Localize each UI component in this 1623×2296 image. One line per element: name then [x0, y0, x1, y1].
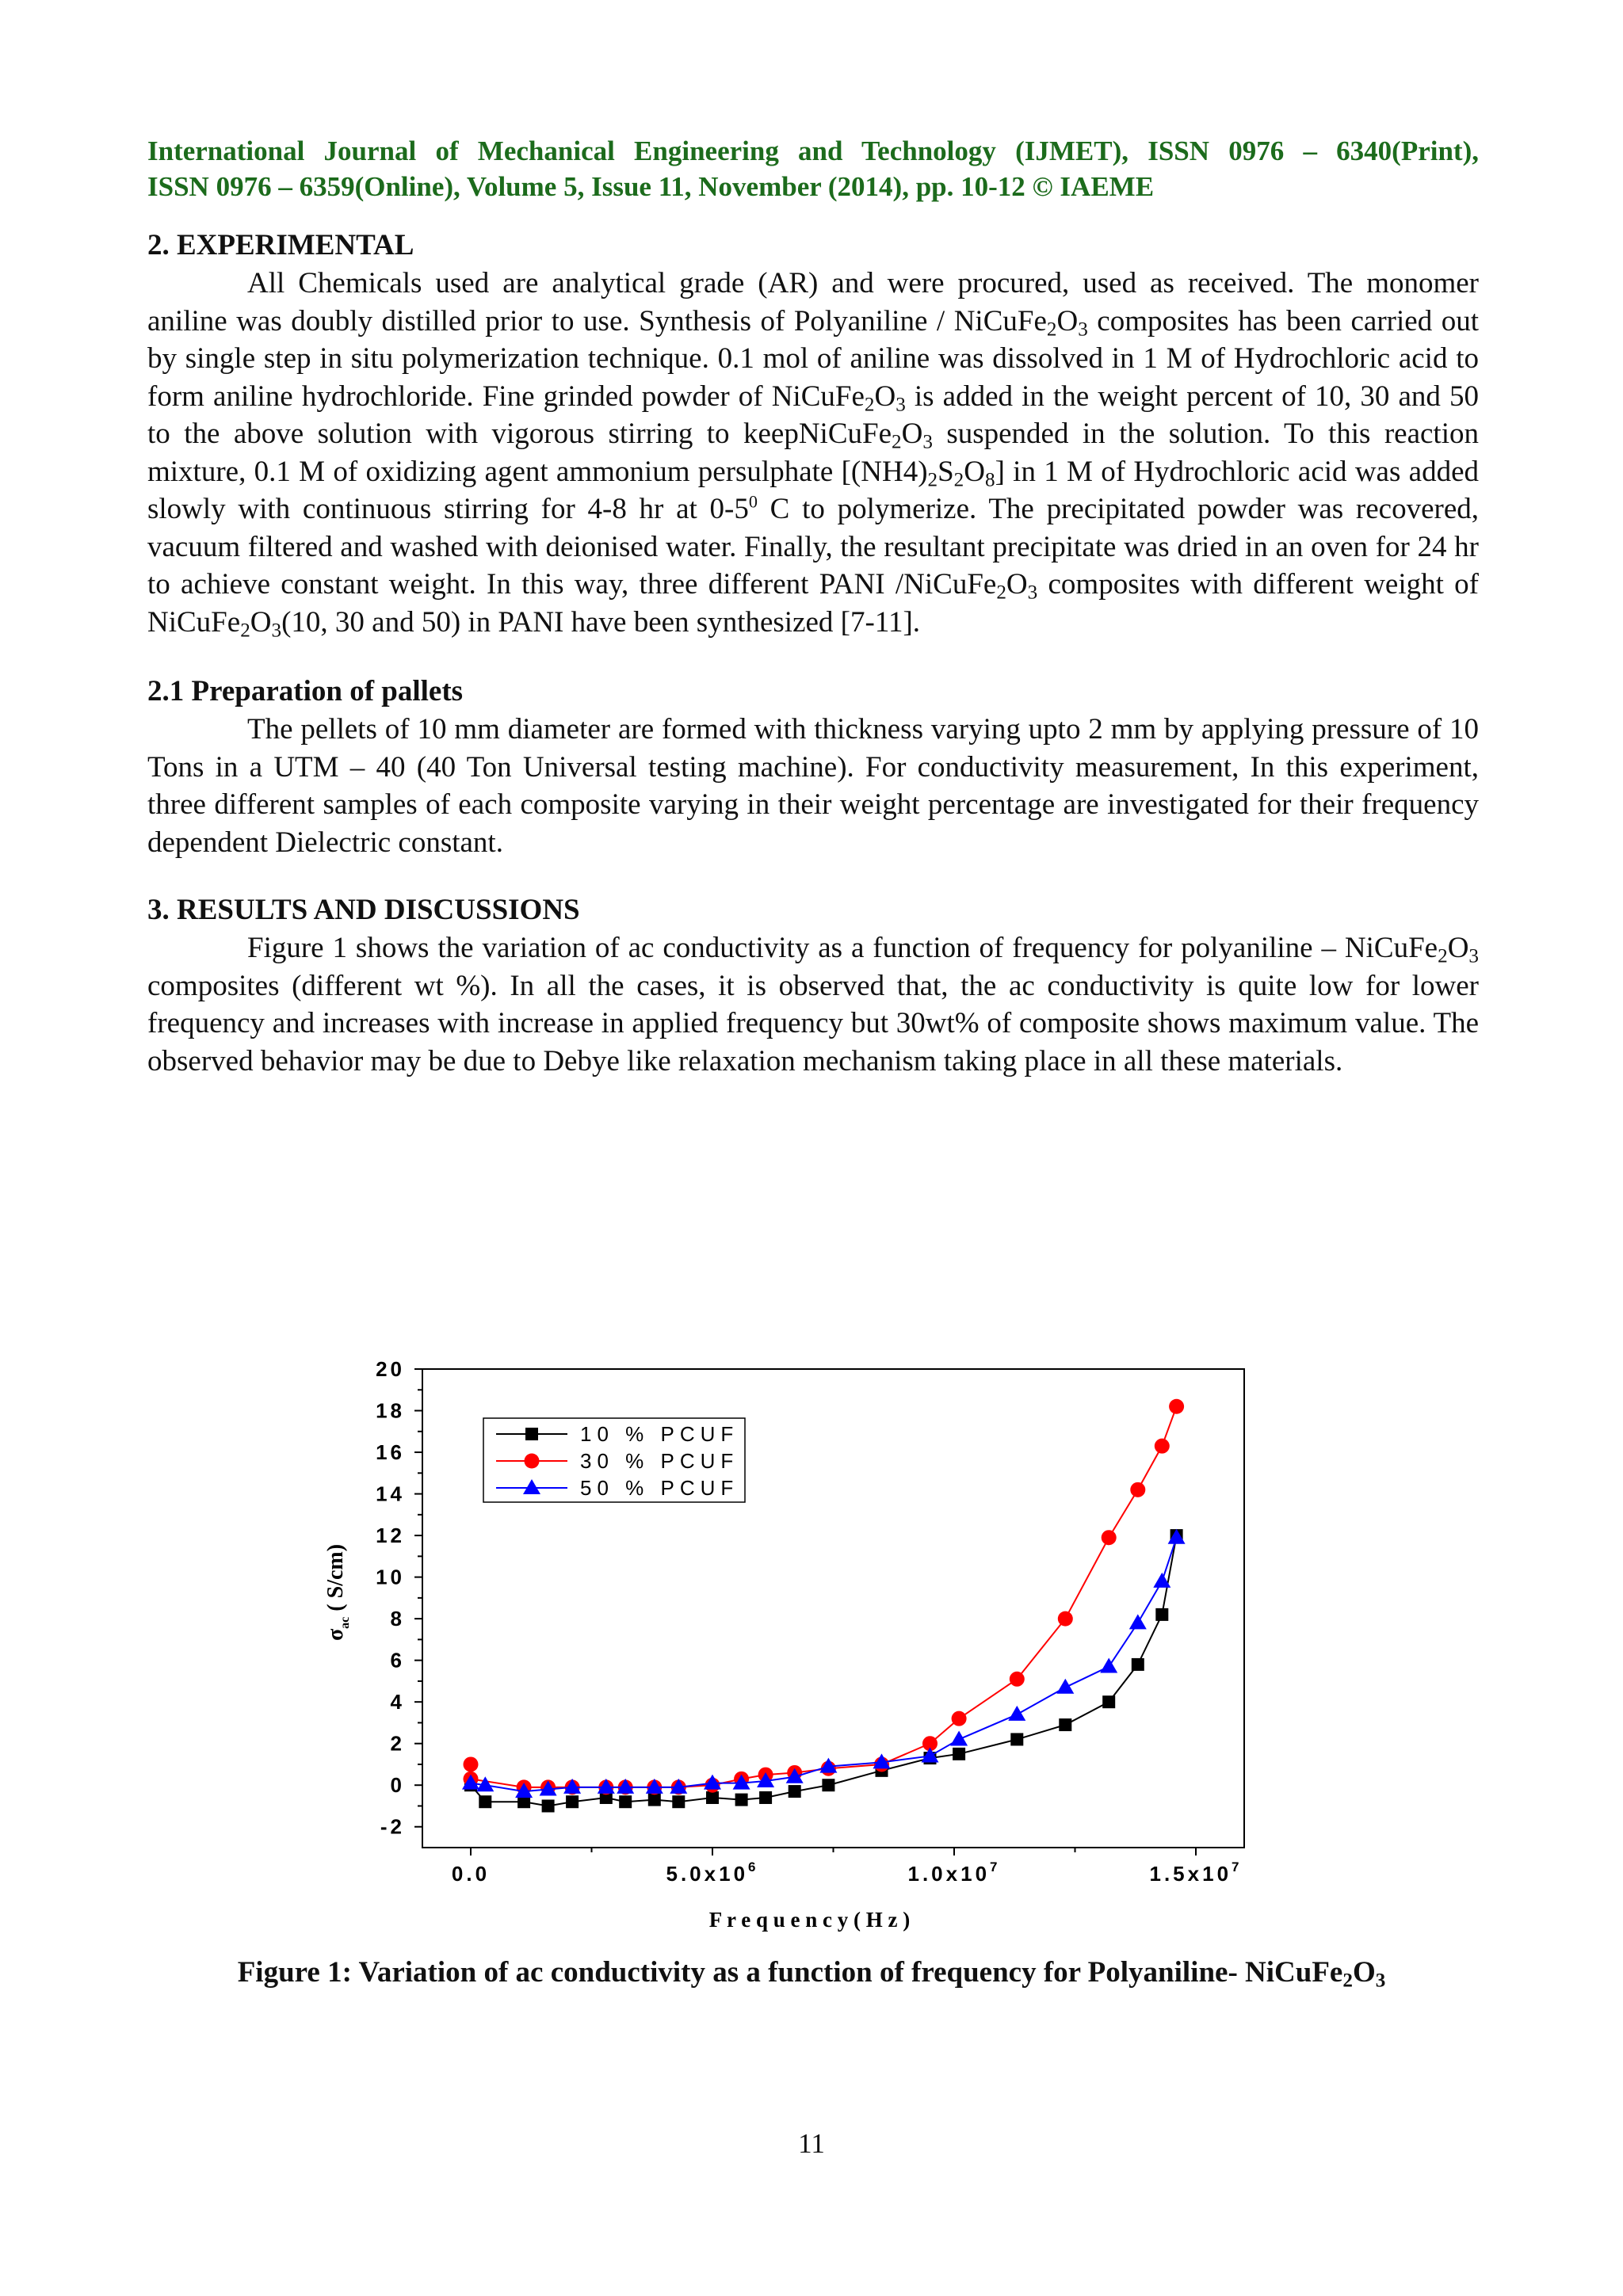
results-paragraph: Figure 1 shows the variation of ac conductivity as a function of frequency for polyaniline – $NiCuFe_2O_3$ composites (different wt %). In all the cases, it is observed that, the ac conductivity is quite low for lower frequency and increases with increase in applied frequency but 30wt% of composite shows maximum value. The observed behavior may be due to Debye like relaxation mechanism taking place in all these materials.	[147, 932, 1479, 1077]
data-point-series-1	[619, 1795, 632, 1808]
page-content	[147, 133, 1479, 1080]
y-tick-label: 8	[390, 1607, 405, 1631]
data-point-series-1	[759, 1791, 772, 1804]
data-point-series-1	[1155, 1608, 1168, 1621]
y-tick-label: 14	[376, 1482, 405, 1506]
data-point-series-1	[672, 1795, 685, 1808]
legend-marker	[525, 1454, 540, 1469]
data-point-series-1	[1132, 1658, 1144, 1671]
series-line-3	[471, 1538, 1177, 1791]
figure-caption: Figure 1: Variation of ac conductivity as a function of frequency for Polyaniline- $NiCuFe_2O_3$	[237, 1956, 1386, 1992]
y-tick-label: 2	[390, 1731, 405, 1756]
data-point-series-3	[1056, 1679, 1074, 1694]
x-tick-label: $1.0x10^7$	[907, 1859, 1001, 1886]
journal-header	[147, 133, 1479, 204]
data-point-series-1	[789, 1785, 801, 1798]
data-point-series-1	[735, 1794, 748, 1806]
data-point-series-1	[706, 1791, 719, 1804]
data-point-series-1	[1010, 1733, 1023, 1745]
y-tick-label: 18	[376, 1398, 405, 1423]
x-tick-label: 0.0	[451, 1862, 491, 1886]
data-point-series-1	[822, 1779, 834, 1791]
figure-1-chart	[325, 1351, 1260, 1953]
y-tick-label: 16	[376, 1440, 405, 1465]
data-point-series-2	[1155, 1439, 1170, 1454]
y-tick-label: 10	[376, 1565, 405, 1589]
legend-label: 30 % PCUF	[580, 1449, 739, 1473]
data-point-series-1	[1059, 1718, 1071, 1731]
data-point-series-3	[1100, 1658, 1117, 1673]
data-point-series-2	[1130, 1482, 1145, 1497]
section-title-preparation: 2.1 Preparation of pallets	[147, 675, 464, 707]
data-point-series-2	[1010, 1672, 1025, 1687]
data-point-series-2	[952, 1711, 967, 1726]
experimental-paragraph: All Chemicals used are analytical grade (AR) and were procured, used as received. The monomer aniline was doubly distilled prior to use. Synthesis of Polyaniline / $NiCuFe_2O_3$ composites has been carried out by single step in situ polymerization technique. 0.1 mol of aniline was dissolved in 1 M of Hydrochloric acid to form aniline hydrochloride. Fine grinded powder of $NiCuFe_2O_3$ is added in the weight percent of 10, 30 and 50 to the above solution with vigorous stirring to $keepNiCuFe_2O_3$ suspended in the solution. To this reaction mixture, 0.1 M of oxidizing agent ammonium persulphate $[(NH4)_2S_2O_8]$ in 1 M of Hydrochloric acid was added slowly with continuous stirring for 4-8 hr at $0-5^0$ C to polymerize. The precipitated powder was recovered, vacuum filtered and washed with deionised water. Finally, the resultant precipitate was dried in an oven for 24 hr to achieve constant weight. In this way, three different PANI $/NiCuFe_2O_3$ composites with different weight of $NiCuFe_2O_3(10$, 30 and 50) in PANI have been synthesized [7-11].	[147, 267, 1480, 641]
data-point-series-1	[479, 1795, 491, 1808]
y-tick-label: 0	[390, 1773, 405, 1798]
x-axis-label: F r e q u e n c y ( H z )	[708, 1908, 911, 1932]
header-line-2: ISSN 0976 – 6359(Online), Volume 5, Issue 11, November (2014), pp. 10-12 © IAEME	[147, 171, 1155, 202]
legend-label: 50 % PCUF	[580, 1476, 739, 1500]
x-tick-label: $5.0x10^6$	[666, 1859, 759, 1886]
section-title-results: 3. RESULTS AND DISCUSSIONS	[147, 894, 580, 926]
data-point-series-1	[542, 1799, 555, 1812]
chart-svg	[325, 1351, 1260, 1953]
data-point-series-2	[1058, 1611, 1073, 1627]
header-line-1: International Journal of Mechanical Engineering and Technology (IJMET), ISSN 0976 – 6340(Print),	[147, 135, 1479, 166]
preparation-paragraph: The pellets of 10 mm diameter are formed with thickness varying upto 2 mm by applying pressure of 10 Tons in a UTM – 40 (40 Ton Universal testing machine). For conductivity measurement, In this experiment, three different samples of each composite varying in their weight percentage are investigated for their frequency dependent Dielectric constant.	[147, 713, 1479, 859]
page-number: 11	[798, 2128, 825, 2159]
y-tick-label: 12	[376, 1524, 405, 1548]
data-point-series-2	[464, 1756, 479, 1772]
legend-marker	[525, 1428, 538, 1440]
data-point-series-2	[1102, 1530, 1117, 1545]
data-point-series-1	[953, 1748, 965, 1760]
data-point-series-3	[1129, 1614, 1147, 1629]
y-axis-label: $\sigma_{ac}$ ( S/cm)	[325, 1543, 352, 1642]
y-tick-label: -2	[380, 1814, 405, 1839]
data-point-series-3	[1008, 1706, 1025, 1721]
data-point-series-3	[950, 1730, 968, 1745]
y-tick-label: 20	[376, 1357, 405, 1381]
data-point-series-1	[1102, 1695, 1115, 1708]
section-title-experimental: 2. EXPERIMENTAL	[147, 229, 414, 261]
y-tick-label: 6	[390, 1648, 405, 1672]
x-tick-label: $1.5x10^7$	[1149, 1859, 1243, 1886]
data-point-series-2	[1169, 1399, 1184, 1414]
legend-label: 10 % PCUF	[580, 1422, 739, 1446]
data-point-series-1	[648, 1794, 661, 1806]
y-tick-label: 4	[390, 1690, 405, 1714]
data-point-series-1	[566, 1795, 579, 1808]
